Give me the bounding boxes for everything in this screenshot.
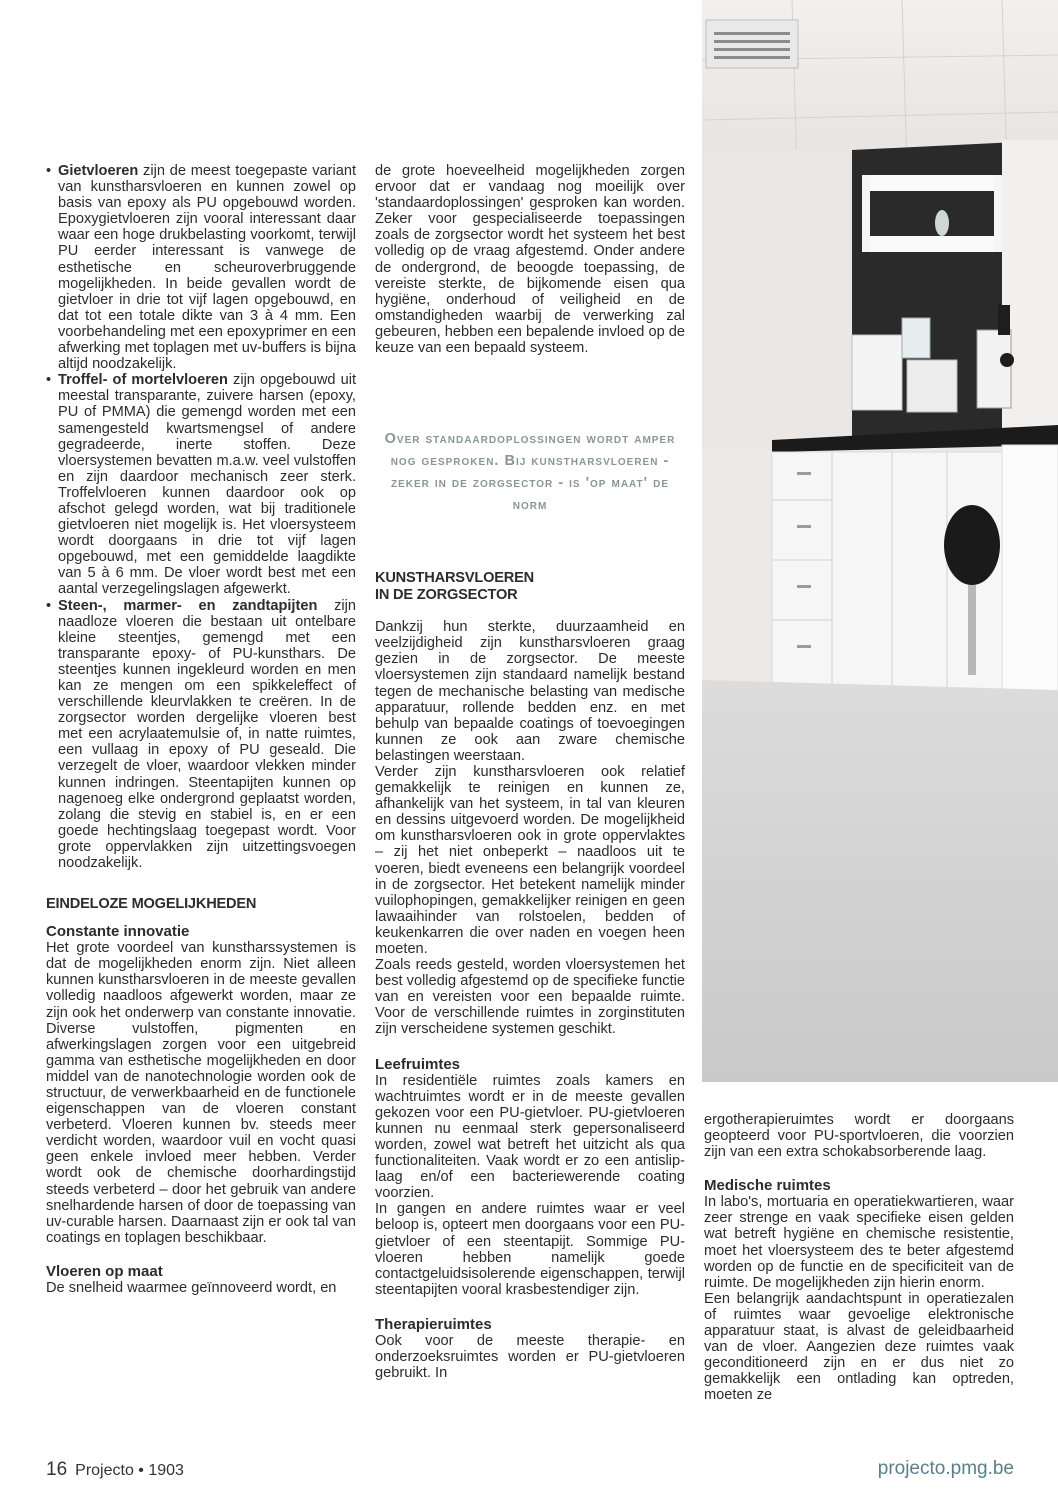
subheading: Leefruimtes (375, 1055, 461, 1073)
paragraph: Een belangrijk aandachtspunt in operatiezalen of ruimtes waar gevoelige elektronische apparatuur staat, is alvast de geleidbaarheid van de vloer. Aangezien deze ruimtes vaak geconditioneerd zijn en er dus niet zo gemakkelijk een ontlading kan optreden, moeten ze (704, 1290, 1014, 1404)
paragraph: De snelheid waarmee geïnnoveerd wordt, en (46, 1279, 337, 1296)
body-text: zijn naadloze vloeren die bestaan uit ontelbare kleine steentjes, gemengd met een transparante epoxy- of PU-kunsthars. De steentjes kunnen ingekleurd worden en men kan ze mengen om een spikkeleffect of verschillende kleurvlakken te creëren. In de zorgsector worden dergelijke vloeren best met een acrylaatemulsie of, in natte ruimtes, een vullaag in epoxy of PU geseald. Die verzegelt de vloer, waardoor vlekken minder kunnen indringen. Steentapijten kunnen op nagenoeg elke ondergrond geplaatst worden, zolang die stevig en stabiel is, en er een goede hechtingslaag toegepast wordt. Voor grote oppervlakken zijn uitzettingsvoegen noodzakelijk. (58, 597, 357, 872)
page-number: 16 (46, 1459, 68, 1480)
heading-line: IN DE ZORGSECTOR (375, 587, 518, 604)
section-heading: EINDELOZE MOGELIJKHEDEN (46, 896, 257, 913)
lab-photo (702, 0, 1058, 1082)
paragraph: ergotherapieruimtes wordt er doorgaans geopteerd voor PU-sportvloeren, die voorzien zijn van een extra schokabsorberende laag. (704, 1112, 1014, 1161)
subheading: Vloeren op maat (46, 1262, 163, 1280)
body-text: zijn opgebouwd uit meestal transparante, zuivere harsen (epoxy, PU of PMMA) die gemengd worden met een samengesteld kwartsmengsel of andere gegradeerde, inerte stoffen. Deze vloersystemen bevatten m.a.w. veel vulstoffen en zijn daardoor mechanisch zeer sterk. Troffelvloeren kunnen daardoor ook op afschot gelegd worden, wat bij traditionele gietvloeren niet mogelijk is. Het vloersysteem wordt doorgaans in drie tot vijf lagen opgebouwd, met een gemiddelde laagdikte van 5 à 6 mm. De vloer wordt best met een aantal verzegelingslagen afgewerkt. (58, 372, 356, 598)
subheading: Constante innovatie (46, 923, 190, 941)
term: Gietvloeren (58, 163, 139, 179)
list-item (46, 163, 356, 372)
website-link[interactable]: projecto.pmg.be (877, 1458, 1014, 1479)
paragraph: Het grote voordeel van kunstharssystemen is dat de mogelijkheden enorm zijn. Niet alleen kunnen kunstharsvloeren in de meeste gevallen volledig naadloos afgewerkt worden, maar ze zijn ook het onderwerp van constante innovatie. Diverse vulstoffen, pigmenten en afwerkingslagen zorgen voor een uitgebreid gamma van esthetische mogelijkheden en door middel van de nanotechnologie worden ook de structuur, de verwerkbaarheid en de functionele eigenschappen van de vloeren constant verbeterd. Vloeren kunnen bv. steeds meer verdicht worden, waardoor vuil en vocht quasi geen enkele invloed meer hebben. Verder wordt ook de chemische doorhardingstijd steeds verbeterd – door het gebruik van andere snelhardende harsen of door de toepassing van uv-curable harsen. Daarnaast zijn er ook tal van coatings en toplagen beschikbaar. (46, 940, 356, 1246)
term: Troffel- of mortelvloeren (58, 372, 228, 389)
text-column-1 (46, 163, 356, 1296)
paragraph: de grote hoeveelheid mogelijkheden zorgen ervoor dat er vandaag nog moeilijk over 'standaardoplossingen' gesproken kan worden. Zeker voor gespecialiseerde toepassingen zoals de zorgsector wordt het systeem het best volledig op de vraag afgestemd. Onder andere de ondergrond, de beoogde toepassing, de vereiste sterkte, de bijkomende eisen qua hygiëne, onderhoud of veiligheid en de omstandigheden waarbij de verwerking zal gebeuren, hebben een bepalende invloed op de keuze van een bepaald systeem. (375, 163, 685, 357)
lab-photo-illustration (702, 0, 1058, 1082)
paragraph: Ook voor de meeste therapie- en onderzoeksruimtes worden er PU-gietvloeren gebruikt. In (375, 1332, 685, 1382)
list-item (46, 598, 356, 872)
subheading: Therapieruimtes (375, 1315, 492, 1333)
paragraph: Dankzij hun sterkte, duurzaamheid en veelzijdigheid zijn kunstharsvloeren graag gezien in de zorgsector. De meeste vloersystemen zijn standaard namelijk bestand tegen de mechanische belasting van medische apparatuur, rollende bedden enz. en met behulp van bepaalde coatings of toevoegingen kunnen ze ook aan zware chemische belastingen weerstaan. (375, 619, 685, 764)
footer-left (46, 1459, 184, 1481)
subheading: Medische ruimtes (704, 1177, 831, 1195)
paragraph: In gangen en andere ruimtes waar er veel beloop is, opteert men doorgaans voor een PU-gietvloer of een steentapijt. Sommige PU-vloeren hebben namelijk goede contactgeluidsisolerende eigenschappen, terwijl steentapijten vooral krasbestendiger zijn. (375, 1201, 685, 1298)
paragraph: In residentiële ruimtes zoals kamers en wachtruimtes wordt er in de meeste gevallen gekozen voor een PU-gietvloer. PU-gietvloeren kunnen nu eenmaal sterk gepersonaliseerd worden, zowel wat betreft het uitzicht als qua functionaliteiten. Vaak wordt er zo een antislip-laag en/of een bacteriewerende coating voorzien. (375, 1072, 685, 1202)
paragraph: Verder zijn kunstharsvloeren ook relatief gemakkelijk te reinigen en kunnen ze, afhankelijk van het systeem, in tal van kleuren en dessins uitgevoerd worden. De mogelijkheid om kunstharsvloeren ook in grote oppervlaktes – zij het niet onbeperkt – naadloos uit te voeren, biedt eveneens een belangrijk voordeel in de zorgsector. Het betekent namelijk minder vuilophopingen, gemakkelijker reinigen en geen lawaaihinder van rolstoelen, bedden of keukenkarren die over naden en voegen heen moeten. (375, 763, 685, 957)
heading-line: KUNSTHARSVLOEREN (375, 570, 534, 587)
pull-quote: Over standaardoplossingen wordt amper nog gesproken. Bij kunstharsvloeren - zeker in de zorgsector - is 'op maat' de norm (384, 431, 676, 513)
text-column-3 (704, 1112, 1014, 1404)
paragraph: Zoals reeds gesteld, worden vloersystemen het best volledig afgestemd op de specifieke functie van en vereisten voor een bepaalde ruimte. Voor de verschillende ruimtes in zorginstituten zijn verscheidene systemen geschikt. (375, 957, 685, 1038)
term: Steen-, marmer- en zandtapijten (58, 597, 318, 614)
list-item (46, 372, 356, 597)
body-text: zijn de meest toegepaste variant van kunstharsvloeren en kunnen zowel op basis van epoxy als PU opgebouwd worden. Epoxygietvloeren zijn vooral interessant daar waar een hoge drukbelasting voorkomt, terwijl PU eerder interessant is vanwege de esthetische en scheuroverbruggende mogelijkheden. In beide gevallen wordt de gietvloer in drie tot vijf lagen opgebouwd, en dat tot een totale dikte van 3 à 4 mm. Een voorbehandeling met een epoxyprimer en een afwerking met toplagen met uv-buffers is bijna altijd noodzakelijk. (58, 163, 356, 373)
section-heading (375, 570, 685, 604)
paragraph: In labo's, mortuaria en operatiekwartieren, waar zeer strenge en vaak specifieke eisen gelden wat betreft hygiëne en chemische resistentie, moet het vloersysteem des te beter afgestemd worden op de functie en de specificiteit van de ruimte. De mogelijkheden zijn hierin enorm. (704, 1194, 1014, 1291)
text-column-2 (375, 163, 685, 1381)
magazine-issue: Projecto • 1903 (75, 1462, 184, 1479)
